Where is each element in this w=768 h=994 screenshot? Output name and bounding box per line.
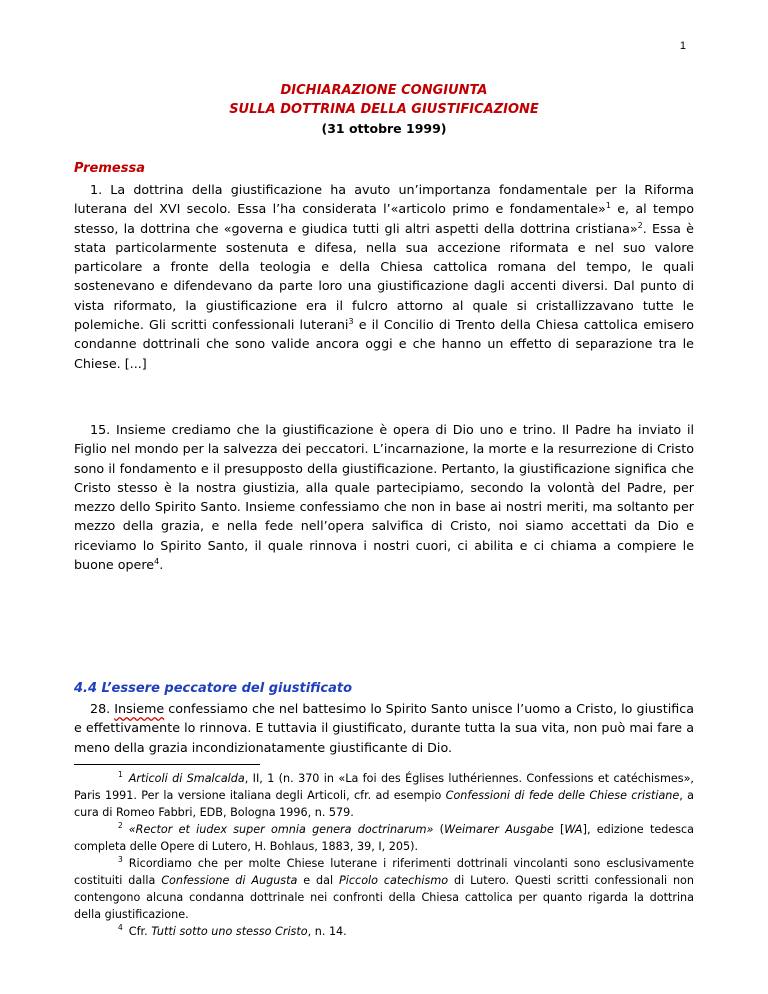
footnote-3-mark: 3 [118,855,123,865]
footnote-4-mark: 4 [118,923,123,933]
footnote-ref-4[interactable]: 4 [154,556,160,566]
footnote-ref-1[interactable]: 1 [605,201,611,211]
paragraph-15-text-b: . [159,557,164,573]
premessa-heading: Premessa [74,161,145,176]
footnote-1-mark: 1 [118,770,123,780]
footnote-ref-2[interactable]: 2 [637,220,643,230]
footnote-3-text-2: e dal [297,874,340,887]
paragraph-1-text-d: e il Concilio di Trento della Chiesa cattolica emisero condanne dottrinali che sono valide ancora oggi e che hanno un effetto di separazione tra le Chiese. [...] [74,317,695,371]
paragraph-1-text-c: . Essa è stata particolarmente sostenuta e difesa, nella sua accezione riformata e nel suo valore particolare a fronte della teologia e della Chiesa cattolica romana del tempo, le quali sostenevano e difendevano da parte loro una giustificazione dagli accenti diversi. Dal punto di vista riformato, la giustificazione era il fulcro attorno al quale si cristallizzavano tutte le polemiche. Gli scritti confessionali luterani [74,220,694,333]
footnote-3 [74,855,694,923]
footnote-2 [74,821,694,855]
footnote-4-text-1: Cfr. [128,925,152,938]
paragraph-28-text: confessiamo che nel battesimo lo Spirito Santo unisce l’uomo a Cristo, lo giustifica e effettivamente lo rinnova. E tuttavia il giustificato, durante tutta la sua vita, non può mai fare a meno della grazia incondizionatamente giustificante di Dio. [74,701,694,755]
footnote-3-text-3: di Lutero. Questi scritti confessionali non contengono alcuna condanna dottrinale nei confronti della Chiesa cattolica per quanto rigarda la dottrina della giustificazione. [74,874,694,921]
paragraph-15 [74,420,694,574]
footnote-1 [74,770,694,821]
footnote-2-text-1: ( [433,823,445,836]
footnote-3-italic-2: Piccolo catechismo [339,874,449,887]
section-4-4-heading: 4.4 L’essere peccatore del giustificato [74,681,353,696]
paragraph-1-text-b: e, al tempo stesso, la dottrina che «governa e giudica tutti gli altri aspetti della dottrina cristiana» [74,201,694,236]
document-title-line1: DICHIARAZIONE CONGIUNTA [280,83,488,98]
footnote-4-italic-1: Tutti sotto uno stesso Cristo [151,925,308,938]
footnote-separator [74,764,260,765]
footnote-ref-3[interactable]: 3 [348,316,354,326]
footnote-4-text-2: , n. 14. [307,925,347,938]
paragraph-1 [74,180,694,373]
paragraph-1-text-a: 1. La dottrina della giustificazione ha avuto un’importanza fondamentale per la Riforma luterana del XVI secolo. Essa l’ha considerata l’«articolo primo e fondamentale» [74,182,694,217]
footnote-1-italic-1: Articoli di Smalcalda [128,772,245,785]
footnote-3-italic-1: Confessione di Augusta [161,874,298,887]
document-title-line2: SULLA DOTTRINA DELLA GIUSTIFICAZIONE [229,102,539,117]
footnote-2-italic-2: Weimarer Ausgabe [444,823,554,836]
footnotes [74,770,694,940]
footnote-4 [74,923,694,940]
footnote-2-mark: 2 [118,821,123,831]
footnote-1-italic-2: Confessioni di fede delle Chiese cristiane [445,789,680,802]
footnote-2-italic-1: «Rector et iudex super omnia genera doctrinarum» [128,823,434,836]
paragraph-28-number: 28. [90,701,111,716]
footnote-2-text-3: ], edizione tedesca completa delle Opere di Lutero, H. Bohlaus, 1883, 39, I, 205). [74,823,695,853]
paragraph-28 [74,699,694,757]
footnote-2-text-2: [ [553,823,565,836]
page-number: 1 [679,40,686,52]
paragraph-15-text-a: 15. Insieme crediamo che la giustificazione è opera di Dio uno e trino. Il Padre ha inviato il Figlio nel mondo per la salvezza dei peccatori. L’incarnazione, la morte e la resurrezione di Cristo sono il fondamento e il presupposto della giustificazione. Pertanto, la giustificazione significa che Cristo stesso è la nostra giustizia, alla quale partecipiamo, secondo la volontà del Padre, per mezzo dello Spirito Santo. Insieme confessiamo che non in base ai nostri meriti, ma soltanto per mezzo della grazia, e nella fede nell’opera salvifica di Cristo, noi siamo accettati da Dio e riceviamo lo Spirito Santo, il quale rinnova i nostri cuori, ci abilita e ci chiama a compiere le buone opere [74,422,694,573]
footnote-1-text-2: , a cura di Romeo Fabbri, EDB, Bologna 1996, n. 579. [74,789,695,819]
spellcheck-underlined-word: Insieme [114,701,165,716]
document-date: (31 ottobre 1999) [321,121,447,136]
footnote-2-italic-3: WA [564,823,583,836]
footnote-1-text-1: , II, 1 (n. 370 in «La foi des Églises luthériennes. Confessions et catéchismes», Paris 1991. Per la versione italiana degli Articoli, cfr. ad esempio [74,772,694,802]
footnote-3-text-1: Ricordiamo che per molte Chiese luterane i riferimenti dottrinali vincolanti sono esclusivamente costituiti dalla [74,857,694,887]
